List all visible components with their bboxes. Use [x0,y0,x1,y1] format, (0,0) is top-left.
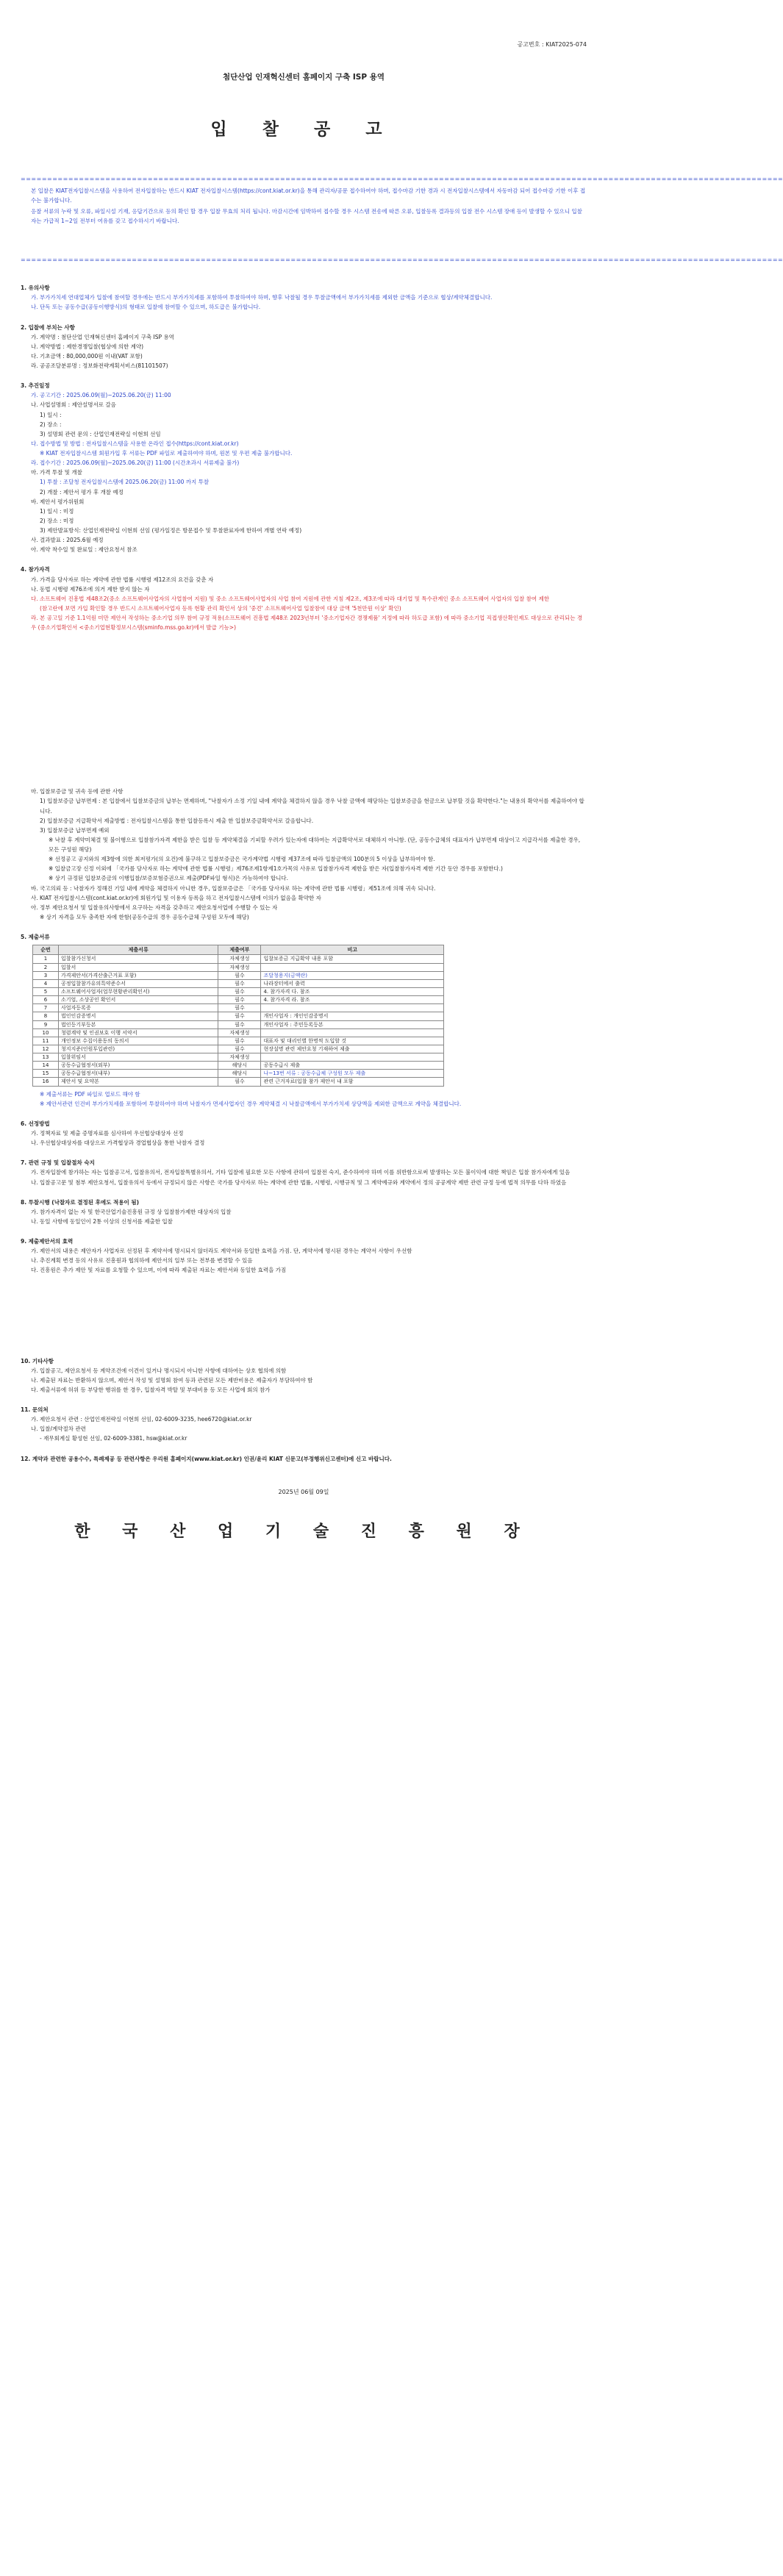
table-cell: 12 [33,1045,59,1053]
intro-paragraph: 본 입찰은 KIAT전자입찰시스템을 사용하여 전자입찰하는 반드시 KIAT 전자입찰시스템(https://cont.kiat.or.kr)을 통해 관리자/공문 접수하여야 하며, 접수마감 기한 경과 시 전자입찰시스템에서 자동마감 되어 접수마감 기한 이후 접수는 불가합니다. [31,187,586,204]
section-item: 가. 제안요청서 관련 : 산업인재전략실 이현희 선임, 02-6009-3235, hee6720@kiat.or.kr [31,1416,252,1423]
sections-part-2 [21,1119,587,1464]
table-cell: 법인인감증명서 [59,1012,218,1020]
section-item: 다. 기초금액 : 80,000,000원 이내(VAT 포함) [31,352,143,359]
table-cell: 입찰참가신청서 [59,955,218,963]
section-item: ※ 상기 자격을 모두 충족한 자에 한함(공동수급의 경우 공동수급체 구성원 모두에 해당) [40,913,249,920]
section-item: 아. 정부 제안요청서 및 입찰유의사항에서 요구하는 자격을 갖추하고 제안요청서업에 수행할 수 있는 자 [31,904,278,911]
column-header: 비고 [261,945,444,955]
section-item: 나. 입찰/계약절차 관련 [31,1425,86,1433]
table-cell: 10 [33,1028,59,1037]
notice-page [21,0,783,1546]
section-item: 아. 계약 착수일 및 완료일 : 제안요청서 참조 [31,546,137,554]
section-item: 나. 제출된 자료는 반환하지 않으며, 제안서 작성 및 설명회 참여 등과 관련된 모든 제반비용은 제출자가 부담하여야 함 [31,1376,313,1384]
section-item: 바. 국고의뢰 등 : 낙찰자가 정해진 기일 내에 계약을 체결하지 아니한 경우, 입찰보증금은 「국가를 당사자로 하는 계약에 관한 법률 시행령」제51조에 의해 귀속 되니다. [31,884,436,892]
section-item: 사. 결과발표 : 2025.6월 예정 [31,537,104,544]
page-title: 입 찰 공 고 [210,120,397,140]
section-item: ※ 선정공고 공지와의 제3항에 의한 최저평가(의 요건)에 불구하고 입찰보증금은 국가계약법 시행령 제37조에 따라 입찰금액의 100분의 5 이상을 납부하여야 함. [49,856,435,863]
table-row [33,955,444,963]
table-note: ※ 제출서류는 PDF 파일로 업로드 해야 함 [40,1090,140,1098]
section-item: 나. 단독 또는 공동수급(공동이행방식)의 형태로 입찰에 참여할 수 있으며, 하도급은 불가합니다. [31,304,261,311]
table-cell: 공정입찰참가유의특약준수서 [59,979,218,987]
section-item: 다. 제출서류에 허위 등 부당한 행위를 한 경우, 입찰자격 박탈 및 부대비용 등 모든 사업에 회의 참가 [31,1386,271,1393]
section-item: ※ 낙찰 후 계약미체결 및 불이행으로 입찰참가자격 제한을 받은 입찰 등 계약체결을 기피할 우려가 있는자에 대하여는 지급확약서로 대체하지 아니함. (단, 공동수급체의 대표자가 납부면제 대상이고 지급각서를 제출한 경우, 모든 구성원 해당) [49,836,581,853]
table-row [33,1078,444,1086]
table-cell: 소프트웨어사업자(업무현황관리확인서) [59,987,218,995]
table-cell: 14 [33,1062,59,1070]
section-heading: 12. 계약과 관련한 공용수수, 특례제공 등 관련사항은 우리원 홈페이지(www.kiat.or.kr) 인권/윤리 KIAT 신문고(부정행위신고센터)에 신고 바랍니다. [21,1455,392,1462]
section-item: 나. 동법 시행령 제76조에 의거 제한 받지 않는 자 [31,585,150,593]
section-item: 라. 공공조달분류명 : 정보화전략계획서비스(81101507) [31,362,168,369]
table-cell: 개인사업자 : 개인인감증명서 [261,1012,444,1020]
table-cell: 15 [33,1070,59,1078]
section-s4b [21,787,587,922]
section-item: 가. 입찰공고, 제안요청서 등 계약조건에 이견이 있거나 명시되지 아니한 사항에 대하여는 상호 협의에 의함 [31,1367,287,1374]
intro-divider: ================================================================================================================================================ [21,257,783,264]
section-item: 가. 계약명 : 첨단산업 인재혁신센터 홈페이지 구축 ISP 용역 [31,333,174,340]
table-row [33,996,444,1004]
section-item: ※ 입찰금고장 신정 이외에 「국가를 당사자로 하는 계약에 관한 법률 시행령」제76조제1항제1호가목의 사유로 입찰참가자격 제한을 받은 자(입찰참가자격 제한 기간 동안 경우를 포함한다.) [49,865,503,873]
section-item: 1) 입찰보증금 납부면제 : 본 입찰에서 입찰보증금의 납부는 면제하며, "낙찰자가 소정 기일 내에 계약을 체결하지 않을 경우 낙찰 금액에 해당하는 입찰보증금을 현금으로 납부할 것을 확약한다."는 내용의 확약서를 제출하여야 합니다. [40,798,584,815]
table-cell: 필수 [218,1078,261,1086]
section-item: 나. 동일 사항에 동일인이 2통 이상의 신청서를 제출한 입찰 [31,1217,173,1225]
notice-number: 공고번호 : KIAT2025-074 [517,41,587,48]
table-cell: 법인등기부등본 [59,1020,218,1028]
section-item: 사. KIAT 전자입찰시스템(cont.kiat.or.kr)에 회원가입 및 이용자 등록을 하고 전자입찰시스템에 이의가 없음을 확약한 자 [31,894,321,901]
intro-paragraph: 응찰 서류의 누락 및 오류, 파일시설 기재, 응답기간으로 등의 확인 할 경우 입찰 무효의 처리 됩니다. 마감시간에 임박하여 접수할 경우 시스템 전송에 따른 오류, 입찰등록 결과등의 입찰 전수 시스템 장애 등이 발생할 수 있으니 입찰자는 가급적 1~2일 전부터 여유를 갖고 접수하시기 바랍니다. [31,207,582,224]
table-cell: 사업자등록증 [59,1004,218,1012]
issuer-name: 한 국 산 업 기 술 진 흥 원 장 [74,1522,533,1541]
table-cell: 2 [33,963,59,971]
table-cell: 5 [33,987,59,995]
column-header: 제출여부 [218,945,261,955]
section-heading: 4. 참가자격 [21,566,50,573]
table-cell: 6 [33,996,59,1004]
table-cell: 3 [33,971,59,979]
table-cell: 1 [33,955,59,963]
table-cell: 필수 [218,1020,261,1028]
section-s5 [21,932,587,942]
table-cell: 해당시 [218,1070,261,1078]
table-cell: 자체생성 [218,955,261,963]
table-cell: 공동수급협정서(내부) [59,1070,218,1078]
table-cell: 청지지준(인원투입관련) [59,1045,218,1053]
column-header: 순번 [33,945,59,955]
table-note: ※ 제안서관련 인건비 부가가치세를 포함하여 투찰하여야 하며 낙찰자가 면세사업자인 경우 계약체결 시 낙찰금액에서 부가가치세 상당액을 제외한 금액으로 계약을 체결합니다. [40,1100,462,1107]
documents-table-header [33,945,444,955]
section-item: 라. 본 공고일 기준 1.1억원 미만 제안서 작성하는 중소기업 의무 참여 규정 적용(소프트웨어 진흥법 제48조 2023년부터 '중소기업자간 경쟁제품' 지정에 따라 하도급 포함) 에 따라 중소기업 직접생산확인제도 대상으로 관리되는 경우 (중소기업확인서 <중소기업현황정보시스템(sminfo.mss.go.kr)에서 발급 기능>) [31,615,582,632]
section-item: 2) 개찰 : 제안서 평가 후 개찰 예정 [40,488,124,495]
table-cell: 입찰서 [59,963,218,971]
top-divider: ================================================================================================================================================ [21,175,783,182]
table-row [33,1020,444,1028]
table-cell: 필수 [218,996,261,1004]
section-item: 가. 정책자료 및 제출 증명자료를 심사하여 우선협상대상자 선정 [31,1130,184,1137]
table-cell: 입찰보증금 지급확약 내용 포함 [261,955,444,963]
section-item: 바. 제안서 평가위원회 [31,498,85,505]
table-row [33,963,444,971]
table-cell: 자체생성 [218,1053,261,1062]
table-cell: 13 [33,1053,59,1062]
section-item: - 재무회계실 황성현 선임, 02-6009-3381, hsw@kiat.or.kr [40,1435,187,1442]
section-heading: 1. 유의사항 [21,285,50,292]
column-header: 제출서류 [59,945,218,955]
table-cell: 11 [33,1037,59,1045]
table-cell: 4. 참가자격 다. 참조 [261,987,444,995]
table-cell [261,1004,444,1012]
table-cell: 필수 [218,1045,261,1053]
section-item: 나. 입찰공고문 및 첨부 제안요청서, 입찰유의서 등에서 규정되지 않은 사항은 국가를 당사자로 하는 계약에 관한 법률, 시행령, 시행규칙 및 그 계약예규와 계약에서 정의 공공계약 제반 관련 규정 등에 법적 의무를 다하 하였음 [31,1178,567,1186]
section-item: 가. 참가자격이 없는 자 및 한국산업기술진흥원 규정 상 입찰참가제한 대상자의 입찰 [31,1208,232,1215]
section-item: 가. 제안서의 내용은 제안자가 사업자로 선정된 후 계약서에 명시되지 않더라도 계약서와 동일한 효력을 가짐. 단, 계약서에 명시된 경우는 계약서 사항이 우선함 [31,1248,412,1255]
table-cell: 자체생성 [218,963,261,971]
section-s7 [21,1158,587,1187]
table-cell: 9 [33,1020,59,1028]
section-item: 다. 접수방법 및 방법 : 전자입찰시스템을 사용한 온라인 접수(https://cont.kiat.or.kr) [31,440,239,447]
table-cell: 자체생성 [218,1028,261,1037]
section-item: 나. 계약방법 : 제한경쟁입찰(협상에 의한 계약) [31,343,144,350]
section-s1 [21,283,587,312]
table-row [33,1037,444,1045]
table-cell [261,1053,444,1062]
table-row [33,979,444,987]
intro-block [21,186,587,226]
section-heading: 3. 추진일정 [21,382,50,390]
section-item: 나. 추진계획 변경 등의 사유로 진흥원과 협의하에 제안서의 일부 또는 전부를 변경할 수 있음 [31,1257,253,1264]
section-s2 [21,323,587,371]
section-s9 [21,1237,587,1276]
table-cell: 입찰위임서 [59,1053,218,1062]
table-cell [261,963,444,971]
table-row [33,1004,444,1012]
section-item: 마. 입찰보증금 및 귀속 등에 관한 사항 [31,788,124,795]
table-cell: 개인사업자 : 주민등록등본 [261,1020,444,1028]
section-item: 가. 부가가치세 연대업체가 입찰에 참여할 경우에는 반드시 부가가치세를 포함하여 투찰하여야 하며, 향후 낙찰될 경우 투찰금액에서 부가가치세를 제외한 금액을 기준으로 협상/계약체결합니다. [31,294,493,301]
section-item: 2) 장소 : 미정 [40,517,74,524]
table-cell: 현장설명 관련 제안요청 기재하여 제출 [261,1045,444,1053]
table-cell: 소기업, 소상공인 확인서 [59,996,218,1004]
table-cell: 대표자 및 대리인별 한명씩 도입할 것 [261,1037,444,1045]
section-item: 2) 장소 : [40,421,62,428]
table-row [33,1070,444,1078]
section-heading: 6. 선정방법 [21,1120,50,1127]
section-item: 나. 우선협상대상자를 대상으로 가격협상과 경업협상을 통한 낙찰자 결정 [31,1139,205,1147]
section-item: 가. 공고기간 : 2025.06.09(월)~2025.06.20(금) 11:00 [31,392,171,399]
table-cell: 필수 [218,971,261,979]
table-cell: 나라장터에서 출력 [261,979,444,987]
table-cell: 7 [33,1004,59,1012]
table-cell: 4. 참가자격 라. 참조 [261,996,444,1004]
table-cell: 필수 [218,979,261,987]
section-item: ※ 상기 규정된 입찰보증금의 이행입찰/보증보험증권으로 제출(PDF파일 형식)은 가능하여야 합니다. [49,875,289,882]
table-cell: 8 [33,1012,59,1020]
section-item: 1) 일시 : [40,411,62,418]
table-cell: 조달청용지(금액란) [261,971,444,979]
table-row [33,1053,444,1062]
section-heading: 7. 관련 규정 및 입찰절차 숙지 [21,1159,95,1167]
section-item: 나. 사업설명회 : 제안설명서로 갈음 [31,401,116,409]
documents-table [32,945,444,1087]
section-item: 1) 투찰 : 조달청 전자입찰시스템에 2025.06.20(금) 11:00 까지 투찰 [40,479,210,486]
section-item: 마. 가격 투찰 및 개찰 [31,469,82,476]
table-row [33,971,444,979]
section-item: 다. 진흥원은 추가 제안 및 자료를 요청할 수 있으며, 이에 따라 제출된 자료는 제안서와 동일한 효력을 가짐 [31,1267,287,1274]
section-item: 2) 입찰보증금 지급확약서 제출방법 : 전자입찰시스템을 통한 입찰등록시 제출 한 입찰보증금확약서로 갈음합니다. [40,817,314,824]
table-cell: 필수 [218,1004,261,1012]
table-cell: 필수 [218,987,261,995]
section-s6 [21,1119,587,1148]
section-item: 1) 일시 : 미정 [40,507,74,515]
table-row [33,1062,444,1070]
table-cell: 공동수급시 제출 [261,1062,444,1070]
table-cell: 청렴계약 및 인권보호 이행 서약서 [59,1028,218,1037]
table-row [33,1028,444,1037]
section-heading: 2. 입찰에 부치는 사항 [21,323,75,331]
table-cell [261,1028,444,1037]
section-s3 [21,381,587,554]
section-heading: 11. 문의처 [21,1406,49,1413]
table-cell: 개인정보 수집이용동의 동의서 [59,1037,218,1045]
table-cell: 가격제안서(가격산출근거표 포함) [59,971,218,979]
section-s4 [21,565,587,632]
documents-notes [21,1090,587,1109]
table-row [33,1012,444,1020]
section-heading: 9. 제출제안서의 효력 [21,1238,74,1245]
section-item: (참고란에 보면 가입 확인할 경우 반드시 소프트웨어사업자 등록 현황 관리 확인서 상의 '중견' 소프트웨어사업 입찰참여 대상 금액 '5천만원 이상' 확인) [40,604,401,612]
table-cell: 공동수급협정서(외부) [59,1062,218,1070]
table-cell: 관련 근거자료(입찰 참가 제안서 내 포함 [261,1078,444,1086]
table-cell: 나~13번 서류 : 공동수급체 구성원 모두 제출 [261,1070,444,1078]
table-cell: 해당시 [218,1062,261,1070]
issue-date: 2025년 06월 09일 [278,1488,329,1495]
section-heading: 8. 투찰시행 (낙찰자로 결정된 후에도 적용이 됨) [21,1198,139,1206]
section-item: 라. 접수기간 : 2025.06.09(월)~2025.06.20(금) 11:00 (시간초과시 서류제출 불가) [31,459,240,467]
section-s11 [21,1405,587,1444]
table-row [33,987,444,995]
table-cell: 필수 [218,1037,261,1045]
section-s10 [21,1356,587,1395]
section-item: 3) 설명회 관련 문의 : 산업인재전략실 이현희 선임 [40,430,161,437]
sections-part-1 [21,283,587,942]
table-row [33,1045,444,1053]
section-item: 가. 전자입찰에 참가하는 자는 입찰공고서, 입찰유의서, 전자입찰특별유의서, 기타 입찰에 필요한 모든 사항에 관하여 입찰전 숙지, 준수하여야 하며 이를 위반함으로써 발생하는 모든 불이익에 대한 책임은 입찰 참가자에게 있음 [31,1169,571,1176]
section-item: 3) 제안발표방식: 산업인재전략실 이현희 선임 (평가일정은 방문접수 및 투찰완료자에 한하여 개별 연락 예정) [40,527,302,534]
section-item: 3) 입찰보증금 납부면제 예외 [40,826,110,834]
table-cell: 4 [33,979,59,987]
section-s12 [21,1454,587,1464]
table-cell: 16 [33,1078,59,1086]
section-item: 가. 가격을 당사자로 하는 계약에 관한 법률 시행령 제12조의 요건을 갖춘 자 [31,576,214,583]
section-item: 다. 소프트웨어 진흥법 제48조2(중소 소프트웨어사업자의 사업참여 지원) 및 중소 소프트웨어사업자의 사업 참여 지원에 관한 지침 제2조, 제3조에 따라 대기업 및 특수관계인 중소 소프트웨어 사업자의 입찰 참여 제한 [31,595,550,602]
section-item: ※ KIAT 전자입찰시스템 회원가입 후 서류는 PDF 파일로 제출하여야 하며, 원본 및 우편 제출 불가합니다. [40,450,293,457]
table-cell: 제안서 및 요약본 [59,1078,218,1086]
section-heading: 10. 기타사항 [21,1357,54,1364]
section-s8 [21,1198,587,1226]
section-heading: 5. 제출서류 [21,934,50,940]
table-cell: 필수 [218,1012,261,1020]
project-title: 첨단산업 인재혁신센터 홈페이지 구축 ISP 용역 [222,73,385,82]
